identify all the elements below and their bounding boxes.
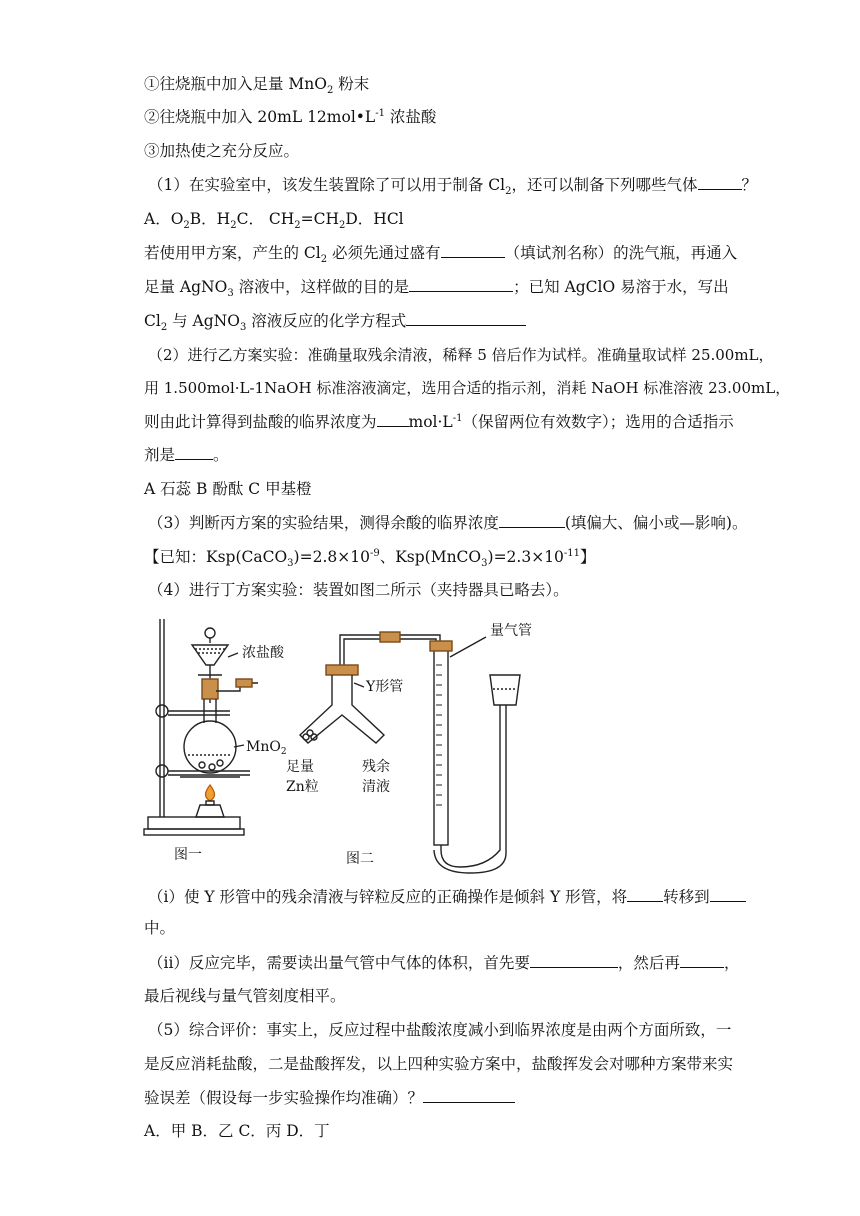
gas-burette (430, 641, 520, 873)
q4-ii-line-1: （ii）反应完毕，需要读出量气管中气体的体积，首先要 ，然后再 ， (148, 954, 740, 972)
answer-blank[interactable] (710, 887, 746, 902)
round-bottom-flask (184, 679, 258, 773)
q2-line-2: 用 1.500mol·L-1NaOH 标准溶液滴定，选用合适的指示剂，消耗 NaOH 标准溶液 23.00mL， (144, 379, 791, 397)
label-conc-hcl: 浓盐酸 (242, 645, 284, 661)
q5-line-2: 是反应消耗盐酸，二是盐酸挥发，以上四种实验方案中，盐酸挥发会对哪种方案带来实 (144, 1055, 734, 1073)
answer-blank[interactable] (409, 277, 513, 292)
label-zn-1: 足量 (286, 759, 314, 775)
apparatus-figure (140, 605, 560, 875)
answer-blank[interactable] (441, 243, 505, 258)
q4-i-line-2: 中。 (144, 919, 176, 937)
q5-line-3: 验误差（假设每一步实验操作均准确）？ (144, 1088, 515, 1108)
label-residue-2: 清液 (362, 779, 390, 795)
answer-blank[interactable] (698, 175, 742, 190)
answer-blank[interactable] (499, 513, 565, 528)
q1-para-1: 若使用甲方案，产生的 $Cl_2$ 必须先通过盛有 （填试剂名称）的洗气瓶，再通入 (144, 244, 738, 266)
q4-ii-line-2: 最后视线与量气管刻度相平。 (144, 987, 346, 1005)
q4-intro: （4）进行丁方案实验：装置如图二所示（夹持器具已略去）。 (148, 581, 569, 599)
answer-blank[interactable] (406, 311, 526, 326)
answer-blank[interactable] (423, 1088, 515, 1103)
q5-line-1: （5）综合评价：事实上，反应过程中盐酸浓度减小到临界浓度是由两个方面所致，一 (148, 1021, 732, 1039)
label-burette: 量气管 (490, 623, 532, 639)
answer-blank[interactable] (680, 953, 724, 968)
q1-stem: （1）在实验室中，该发生装置除了可以用于制备 $Cl_2$，还可以制备下列哪些气体 ？ (148, 176, 758, 198)
q3-line-1: （3）判断丙方案的实验结果，测得余酸的临界浓度 (填偏大、偏小或—影响)。 (148, 514, 748, 532)
q1-para-2: 足量 AgNO$_3$ 溶液中，这样做的目的是 ；已知 AgClO 易溶于水，写出 (144, 278, 729, 300)
label-y-tube: Y形管 (366, 679, 404, 695)
step-1: ①往烧瓶中加入足量 MnO$_2$ 粉末 (144, 75, 370, 97)
answer-blank[interactable] (627, 887, 663, 902)
alcohol-lamp (180, 777, 240, 817)
label-zn-2: Zn粒 (286, 779, 319, 795)
label-mno2: MnO$_2$ (246, 739, 287, 757)
answer-blank[interactable] (175, 445, 213, 460)
caption-fig1: 图一 (174, 847, 202, 863)
step-2: ②往烧瓶中加入 20mL $12mol•L^{-1}$ 浓盐酸 (144, 107, 437, 126)
q2-line-3: 则由此计算得到盐酸的临界浓度为 $mol\cdot L^{-1}$（保留两位有效数字）；选用的合适指示 (144, 412, 734, 431)
q2-line-1: （2）进行乙方案实验：准确量取残余清液，稀释 5 倍后作为试样。准确量取试样 25.00mL， (148, 346, 774, 364)
q5-options: A．甲 B．乙 C．丙 D．丁 (144, 1122, 330, 1140)
answer-blank[interactable] (377, 412, 409, 427)
q2-options: A 石蕊 B 酚酞 C 甲基橙 (144, 480, 312, 498)
label-residue-1: 残余 (362, 759, 390, 775)
q3-known: 【已知：$Ksp(CaCO_3)=2.8\times 10^{-9}$、$Ksp(MnCO_3)=2.3\times 10^{-11}$】 (144, 547, 596, 570)
q4-i-line-1: （i）使 Y 形管中的残余清液与锌粒反应的正确操作是倾斜 Y 形管，将 转移到 (148, 887, 746, 907)
caption-fig2: 图二 (346, 851, 374, 867)
q1-options: A．$O_2B$．$H_2C$． $CH_2=CH_2D$．HCl (144, 210, 404, 232)
q1-para-3: $Cl_2$ 与 AgNO$_3$ 溶液反应的化学方程式 (144, 311, 526, 331)
answer-blank[interactable] (530, 953, 618, 968)
q2-line-4: 剂是 。 (144, 446, 229, 464)
step-3: ③加热使之充分反应。 (144, 142, 300, 160)
